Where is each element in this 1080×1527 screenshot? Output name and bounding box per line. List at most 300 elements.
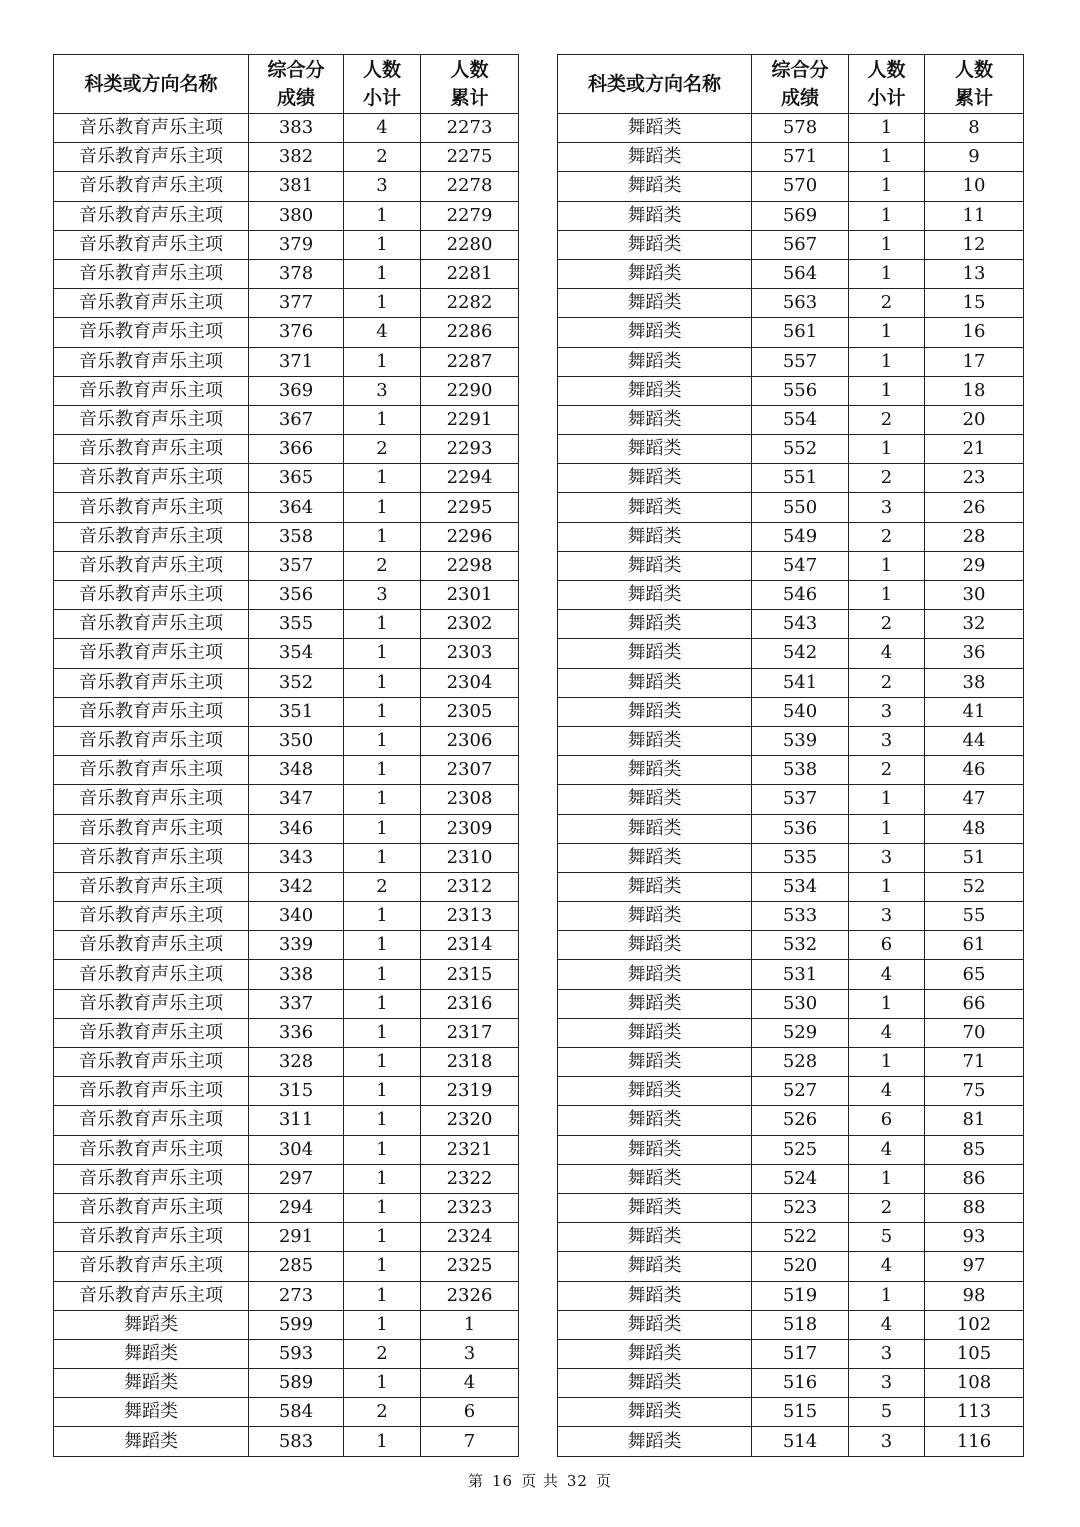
cell-cumulative: 2310 bbox=[421, 843, 519, 872]
cell-cumulative: 88 bbox=[925, 1193, 1024, 1222]
cell-subtotal: 1 bbox=[344, 1252, 421, 1281]
cell-category-name: 音乐教育声乐主项 bbox=[54, 114, 249, 143]
table-row bbox=[558, 347, 1024, 376]
table-row bbox=[558, 756, 1024, 785]
cell-category-name: 舞蹈类 bbox=[558, 289, 752, 318]
cell-category-name: 舞蹈类 bbox=[558, 931, 752, 960]
cell-subtotal: 1 bbox=[344, 1369, 421, 1398]
cell-cumulative: 105 bbox=[925, 1339, 1024, 1368]
cell-cumulative: 2321 bbox=[421, 1135, 519, 1164]
table-row bbox=[558, 1077, 1024, 1106]
cell-score: 285 bbox=[249, 1252, 344, 1281]
cell-subtotal: 1 bbox=[344, 1048, 421, 1077]
cell-subtotal: 1 bbox=[849, 172, 925, 201]
cell-score: 547 bbox=[752, 551, 849, 580]
cell-category-name: 舞蹈类 bbox=[558, 1048, 752, 1077]
cell-cumulative: 2298 bbox=[421, 551, 519, 580]
cell-score: 530 bbox=[752, 989, 849, 1018]
cell-cumulative: 75 bbox=[925, 1077, 1024, 1106]
cell-cumulative: 51 bbox=[925, 843, 1024, 872]
cell-score: 526 bbox=[752, 1106, 849, 1135]
table-row bbox=[558, 376, 1024, 405]
cell-category-name: 音乐教育声乐主项 bbox=[54, 435, 249, 464]
cell-score: 355 bbox=[249, 610, 344, 639]
table-row bbox=[558, 1106, 1024, 1135]
cell-cumulative: 85 bbox=[925, 1135, 1024, 1164]
header-cumulative: 人数 累计 bbox=[925, 55, 1024, 114]
table-row bbox=[558, 581, 1024, 610]
cell-category-name: 舞蹈类 bbox=[558, 756, 752, 785]
cell-subtotal: 1 bbox=[344, 1310, 421, 1339]
cell-category-name: 舞蹈类 bbox=[558, 347, 752, 376]
table-header-row bbox=[54, 55, 519, 114]
table-row bbox=[558, 201, 1024, 230]
cell-score: 534 bbox=[752, 872, 849, 901]
cell-category-name: 舞蹈类 bbox=[558, 1398, 752, 1427]
table-row bbox=[54, 230, 519, 259]
cell-score: 528 bbox=[752, 1048, 849, 1077]
cell-category-name: 舞蹈类 bbox=[558, 639, 752, 668]
table-row bbox=[54, 1310, 519, 1339]
table-row bbox=[558, 814, 1024, 843]
table-row bbox=[558, 1252, 1024, 1281]
cell-subtotal: 4 bbox=[344, 114, 421, 143]
cell-score: 578 bbox=[752, 114, 849, 143]
cell-cumulative: 2322 bbox=[421, 1164, 519, 1193]
cell-category-name: 舞蹈类 bbox=[558, 989, 752, 1018]
cell-cumulative: 2281 bbox=[421, 259, 519, 288]
table-row bbox=[558, 230, 1024, 259]
cell-score: 338 bbox=[249, 960, 344, 989]
cell-category-name: 音乐教育声乐主项 bbox=[54, 931, 249, 960]
cell-cumulative: 98 bbox=[925, 1281, 1024, 1310]
cell-category-name: 舞蹈类 bbox=[558, 668, 752, 697]
cell-score: 549 bbox=[752, 522, 849, 551]
cell-subtotal: 3 bbox=[849, 843, 925, 872]
table-row bbox=[54, 551, 519, 580]
cell-score: 554 bbox=[752, 405, 849, 434]
cell-category-name: 音乐教育声乐主项 bbox=[54, 902, 249, 931]
cell-score: 538 bbox=[752, 756, 849, 785]
table-row bbox=[558, 1135, 1024, 1164]
cell-subtotal: 2 bbox=[849, 405, 925, 434]
table-row bbox=[558, 551, 1024, 580]
cell-cumulative: 2325 bbox=[421, 1252, 519, 1281]
cell-category-name: 音乐教育声乐主项 bbox=[54, 1077, 249, 1106]
footer-suffix: 页 bbox=[595, 1472, 612, 1490]
footer-page-number: 16 bbox=[492, 1472, 514, 1490]
cell-subtotal: 1 bbox=[849, 1281, 925, 1310]
cell-score: 567 bbox=[752, 230, 849, 259]
cell-category-name: 舞蹈类 bbox=[558, 1427, 752, 1456]
score-table-right bbox=[557, 54, 1024, 1457]
header-score: 综合分 成绩 bbox=[249, 55, 344, 114]
cell-subtotal: 1 bbox=[849, 872, 925, 901]
cell-score: 527 bbox=[752, 1077, 849, 1106]
cell-score: 570 bbox=[752, 172, 849, 201]
table-row bbox=[558, 872, 1024, 901]
cell-category-name: 音乐教育声乐主项 bbox=[54, 989, 249, 1018]
cell-score: 366 bbox=[249, 435, 344, 464]
cell-category-name: 音乐教育声乐主项 bbox=[54, 814, 249, 843]
table-row bbox=[54, 289, 519, 318]
cell-subtotal: 2 bbox=[344, 872, 421, 901]
cell-subtotal: 1 bbox=[344, 1223, 421, 1252]
cell-category-name: 音乐教育声乐主项 bbox=[54, 376, 249, 405]
table-row bbox=[54, 376, 519, 405]
cell-cumulative: 2323 bbox=[421, 1193, 519, 1222]
cell-category-name: 舞蹈类 bbox=[558, 143, 752, 172]
cell-score: 556 bbox=[752, 376, 849, 405]
table-row bbox=[558, 114, 1024, 143]
cell-category-name: 音乐教育声乐主项 bbox=[54, 697, 249, 726]
cell-cumulative: 28 bbox=[925, 522, 1024, 551]
cell-subtotal: 1 bbox=[344, 1106, 421, 1135]
cell-subtotal: 1 bbox=[344, 1427, 421, 1456]
cell-subtotal: 4 bbox=[849, 639, 925, 668]
table-row bbox=[558, 697, 1024, 726]
cell-category-name: 音乐教育声乐主项 bbox=[54, 201, 249, 230]
cell-subtotal: 1 bbox=[344, 756, 421, 785]
cell-category-name: 舞蹈类 bbox=[54, 1339, 249, 1368]
cell-subtotal: 1 bbox=[344, 989, 421, 1018]
cell-subtotal: 1 bbox=[344, 259, 421, 288]
cell-cumulative: 66 bbox=[925, 989, 1024, 1018]
cell-score: 377 bbox=[249, 289, 344, 318]
cell-cumulative: 65 bbox=[925, 960, 1024, 989]
cell-score: 584 bbox=[249, 1398, 344, 1427]
cell-category-name: 舞蹈类 bbox=[558, 1310, 752, 1339]
cell-category-name: 舞蹈类 bbox=[558, 726, 752, 755]
cell-subtotal: 1 bbox=[849, 318, 925, 347]
table-row bbox=[558, 1018, 1024, 1047]
cell-category-name: 舞蹈类 bbox=[558, 1018, 752, 1047]
cell-subtotal: 3 bbox=[344, 581, 421, 610]
cell-score: 542 bbox=[752, 639, 849, 668]
cell-subtotal: 1 bbox=[344, 960, 421, 989]
cell-subtotal: 1 bbox=[849, 1048, 925, 1077]
cell-score: 339 bbox=[249, 931, 344, 960]
cell-category-name: 音乐教育声乐主项 bbox=[54, 347, 249, 376]
cell-category-name: 舞蹈类 bbox=[558, 522, 752, 551]
cell-subtotal: 1 bbox=[344, 610, 421, 639]
cell-cumulative: 2317 bbox=[421, 1018, 519, 1047]
cell-cumulative: 2320 bbox=[421, 1106, 519, 1135]
cell-score: 515 bbox=[752, 1398, 849, 1427]
cell-category-name: 音乐教育声乐主项 bbox=[54, 464, 249, 493]
cell-cumulative: 26 bbox=[925, 493, 1024, 522]
cell-subtotal: 1 bbox=[344, 201, 421, 230]
table-row bbox=[54, 1398, 519, 1427]
cell-category-name: 音乐教育声乐主项 bbox=[54, 405, 249, 434]
cell-category-name: 音乐教育声乐主项 bbox=[54, 143, 249, 172]
table-row bbox=[558, 1339, 1024, 1368]
cell-cumulative: 2307 bbox=[421, 756, 519, 785]
table-row bbox=[558, 1223, 1024, 1252]
cell-cumulative: 93 bbox=[925, 1223, 1024, 1252]
cell-score: 518 bbox=[752, 1310, 849, 1339]
cell-subtotal: 1 bbox=[344, 1281, 421, 1310]
table-row bbox=[558, 610, 1024, 639]
cell-subtotal: 1 bbox=[344, 1164, 421, 1193]
cell-subtotal: 1 bbox=[344, 289, 421, 318]
cell-score: 328 bbox=[249, 1048, 344, 1077]
cell-score: 383 bbox=[249, 114, 344, 143]
table-row bbox=[54, 1339, 519, 1368]
table-row bbox=[558, 405, 1024, 434]
cell-category-name: 音乐教育声乐主项 bbox=[54, 318, 249, 347]
header-cumulative: 人数 累计 bbox=[421, 55, 519, 114]
cell-score: 533 bbox=[752, 902, 849, 931]
table-row bbox=[558, 1048, 1024, 1077]
cell-category-name: 舞蹈类 bbox=[558, 1193, 752, 1222]
cell-cumulative: 44 bbox=[925, 726, 1024, 755]
cell-category-name: 舞蹈类 bbox=[558, 464, 752, 493]
cell-subtotal: 1 bbox=[344, 464, 421, 493]
cell-subtotal: 1 bbox=[344, 1077, 421, 1106]
cell-score: 522 bbox=[752, 1223, 849, 1252]
table-header-row bbox=[558, 55, 1024, 114]
cell-subtotal: 1 bbox=[344, 902, 421, 931]
cell-cumulative: 61 bbox=[925, 931, 1024, 960]
cell-score: 537 bbox=[752, 785, 849, 814]
table-row bbox=[558, 1193, 1024, 1222]
cell-category-name: 舞蹈类 bbox=[558, 1106, 752, 1135]
cell-cumulative: 2273 bbox=[421, 114, 519, 143]
table-row bbox=[558, 464, 1024, 493]
cell-cumulative: 7 bbox=[421, 1427, 519, 1456]
cell-score: 304 bbox=[249, 1135, 344, 1164]
cell-score: 311 bbox=[249, 1106, 344, 1135]
table-row bbox=[54, 843, 519, 872]
cell-cumulative: 16 bbox=[925, 318, 1024, 347]
cell-category-name: 音乐教育声乐主项 bbox=[54, 639, 249, 668]
cell-cumulative: 52 bbox=[925, 872, 1024, 901]
cell-score: 536 bbox=[752, 814, 849, 843]
cell-score: 599 bbox=[249, 1310, 344, 1339]
cell-category-name: 音乐教育声乐主项 bbox=[54, 872, 249, 901]
cell-subtotal: 2 bbox=[344, 551, 421, 580]
cell-subtotal: 3 bbox=[344, 172, 421, 201]
cell-category-name: 音乐教育声乐主项 bbox=[54, 230, 249, 259]
cell-category-name: 舞蹈类 bbox=[558, 435, 752, 464]
cell-score: 514 bbox=[752, 1427, 849, 1456]
cell-score: 358 bbox=[249, 522, 344, 551]
cell-score: 379 bbox=[249, 230, 344, 259]
cell-subtotal: 2 bbox=[849, 464, 925, 493]
cell-subtotal: 1 bbox=[849, 376, 925, 405]
table-row bbox=[558, 172, 1024, 201]
table-row bbox=[54, 1077, 519, 1106]
cell-category-name: 音乐教育声乐主项 bbox=[54, 756, 249, 785]
cell-subtotal: 2 bbox=[849, 289, 925, 318]
cell-subtotal: 1 bbox=[344, 785, 421, 814]
cell-score: 291 bbox=[249, 1223, 344, 1252]
cell-score: 552 bbox=[752, 435, 849, 464]
cell-category-name: 音乐教育声乐主项 bbox=[54, 1223, 249, 1252]
cell-subtotal: 1 bbox=[849, 347, 925, 376]
table-row bbox=[54, 697, 519, 726]
cell-category-name: 舞蹈类 bbox=[558, 259, 752, 288]
cell-score: 531 bbox=[752, 960, 849, 989]
cell-score: 541 bbox=[752, 668, 849, 697]
cell-category-name: 舞蹈类 bbox=[558, 114, 752, 143]
cell-cumulative: 29 bbox=[925, 551, 1024, 580]
cell-category-name: 舞蹈类 bbox=[54, 1427, 249, 1456]
cell-category-name: 舞蹈类 bbox=[558, 902, 752, 931]
cell-cumulative: 48 bbox=[925, 814, 1024, 843]
cell-cumulative: 86 bbox=[925, 1164, 1024, 1193]
cell-category-name: 音乐教育声乐主项 bbox=[54, 172, 249, 201]
cell-cumulative: 13 bbox=[925, 259, 1024, 288]
cell-category-name: 音乐教育声乐主项 bbox=[54, 843, 249, 872]
cell-subtotal: 1 bbox=[344, 405, 421, 434]
table-row bbox=[54, 1135, 519, 1164]
score-table-left bbox=[53, 54, 519, 1457]
cell-score: 563 bbox=[752, 289, 849, 318]
cell-subtotal: 1 bbox=[849, 114, 925, 143]
cell-cumulative: 36 bbox=[925, 639, 1024, 668]
cell-category-name: 舞蹈类 bbox=[558, 172, 752, 201]
cell-cumulative: 2312 bbox=[421, 872, 519, 901]
table-row bbox=[54, 639, 519, 668]
cell-subtotal: 5 bbox=[849, 1398, 925, 1427]
cell-cumulative: 2295 bbox=[421, 493, 519, 522]
cell-cumulative: 2280 bbox=[421, 230, 519, 259]
cell-subtotal: 2 bbox=[849, 668, 925, 697]
cell-category-name: 舞蹈类 bbox=[558, 843, 752, 872]
cell-subtotal: 1 bbox=[849, 785, 925, 814]
cell-cumulative: 2306 bbox=[421, 726, 519, 755]
cell-subtotal: 3 bbox=[849, 902, 925, 931]
cell-score: 561 bbox=[752, 318, 849, 347]
cell-cumulative: 113 bbox=[925, 1398, 1024, 1427]
cell-cumulative: 2315 bbox=[421, 960, 519, 989]
table-row bbox=[54, 785, 519, 814]
cell-subtotal: 2 bbox=[344, 1398, 421, 1427]
cell-score: 516 bbox=[752, 1369, 849, 1398]
cell-cumulative: 21 bbox=[925, 435, 1024, 464]
header-subtotal: 人数 小计 bbox=[344, 55, 421, 114]
cell-subtotal: 1 bbox=[344, 1018, 421, 1047]
cell-category-name: 音乐教育声乐主项 bbox=[54, 551, 249, 580]
cell-cumulative: 2304 bbox=[421, 668, 519, 697]
cell-score: 540 bbox=[752, 697, 849, 726]
cell-cumulative: 2309 bbox=[421, 814, 519, 843]
cell-category-name: 舞蹈类 bbox=[54, 1310, 249, 1339]
cell-subtotal: 2 bbox=[849, 756, 925, 785]
table-row bbox=[54, 493, 519, 522]
cell-score: 517 bbox=[752, 1339, 849, 1368]
header-subtotal: 人数 小计 bbox=[849, 55, 925, 114]
cell-score: 378 bbox=[249, 259, 344, 288]
cell-cumulative: 20 bbox=[925, 405, 1024, 434]
footer-prefix: 第 bbox=[468, 1472, 485, 1490]
cell-score: 351 bbox=[249, 697, 344, 726]
table-row bbox=[54, 405, 519, 434]
cell-subtotal: 4 bbox=[849, 1310, 925, 1339]
cell-category-name: 音乐教育声乐主项 bbox=[54, 785, 249, 814]
table-row bbox=[558, 1369, 1024, 1398]
cell-category-name: 音乐教育声乐主项 bbox=[54, 493, 249, 522]
cell-subtotal: 1 bbox=[849, 230, 925, 259]
table-row bbox=[54, 989, 519, 1018]
cell-category-name: 舞蹈类 bbox=[558, 960, 752, 989]
cell-category-name: 音乐教育声乐主项 bbox=[54, 1135, 249, 1164]
cell-score: 367 bbox=[249, 405, 344, 434]
cell-category-name: 音乐教育声乐主项 bbox=[54, 610, 249, 639]
cell-subtotal: 1 bbox=[849, 201, 925, 230]
cell-category-name: 舞蹈类 bbox=[558, 1223, 752, 1252]
cell-cumulative: 2302 bbox=[421, 610, 519, 639]
cell-score: 356 bbox=[249, 581, 344, 610]
table-row bbox=[54, 931, 519, 960]
table-row bbox=[558, 1281, 1024, 1310]
cell-cumulative: 70 bbox=[925, 1018, 1024, 1047]
cell-score: 382 bbox=[249, 143, 344, 172]
cell-subtotal: 1 bbox=[344, 843, 421, 872]
cell-subtotal: 1 bbox=[849, 814, 925, 843]
cell-cumulative: 8 bbox=[925, 114, 1024, 143]
table-row bbox=[558, 1398, 1024, 1427]
cell-score: 583 bbox=[249, 1427, 344, 1456]
table-row bbox=[558, 493, 1024, 522]
cell-category-name: 音乐教育声乐主项 bbox=[54, 522, 249, 551]
cell-cumulative: 2282 bbox=[421, 289, 519, 318]
cell-score: 525 bbox=[752, 1135, 849, 1164]
table-row bbox=[558, 318, 1024, 347]
cell-subtotal: 1 bbox=[344, 1135, 421, 1164]
cell-score: 354 bbox=[249, 639, 344, 668]
table-row bbox=[54, 726, 519, 755]
cell-score: 365 bbox=[249, 464, 344, 493]
table-row bbox=[558, 989, 1024, 1018]
table-row bbox=[54, 201, 519, 230]
cell-subtotal: 3 bbox=[849, 1427, 925, 1456]
cell-cumulative: 81 bbox=[925, 1106, 1024, 1135]
table-row bbox=[54, 1252, 519, 1281]
cell-cumulative: 2301 bbox=[421, 581, 519, 610]
cell-category-name: 舞蹈类 bbox=[558, 201, 752, 230]
cell-category-name: 舞蹈类 bbox=[558, 551, 752, 580]
table-row bbox=[54, 581, 519, 610]
cell-category-name: 舞蹈类 bbox=[558, 1339, 752, 1368]
cell-cumulative: 102 bbox=[925, 1310, 1024, 1339]
cell-subtotal: 2 bbox=[849, 610, 925, 639]
table-row bbox=[54, 522, 519, 551]
cell-cumulative: 9 bbox=[925, 143, 1024, 172]
table-row bbox=[558, 785, 1024, 814]
cell-cumulative: 2286 bbox=[421, 318, 519, 347]
table-row bbox=[558, 726, 1024, 755]
cell-category-name: 舞蹈类 bbox=[558, 1135, 752, 1164]
cell-score: 546 bbox=[752, 581, 849, 610]
cell-category-name: 音乐教育声乐主项 bbox=[54, 259, 249, 288]
cell-score: 347 bbox=[249, 785, 344, 814]
cell-subtotal: 4 bbox=[344, 318, 421, 347]
cell-category-name: 舞蹈类 bbox=[558, 1164, 752, 1193]
footer-total-pages: 32 bbox=[566, 1472, 588, 1490]
cell-subtotal: 4 bbox=[849, 1077, 925, 1106]
cell-category-name: 音乐教育声乐主项 bbox=[54, 960, 249, 989]
cell-score: 523 bbox=[752, 1193, 849, 1222]
cell-category-name: 舞蹈类 bbox=[558, 581, 752, 610]
table-body-left bbox=[54, 114, 519, 1457]
cell-cumulative: 47 bbox=[925, 785, 1024, 814]
table-row bbox=[558, 902, 1024, 931]
table-row bbox=[54, 1193, 519, 1222]
cell-category-name: 舞蹈类 bbox=[558, 230, 752, 259]
